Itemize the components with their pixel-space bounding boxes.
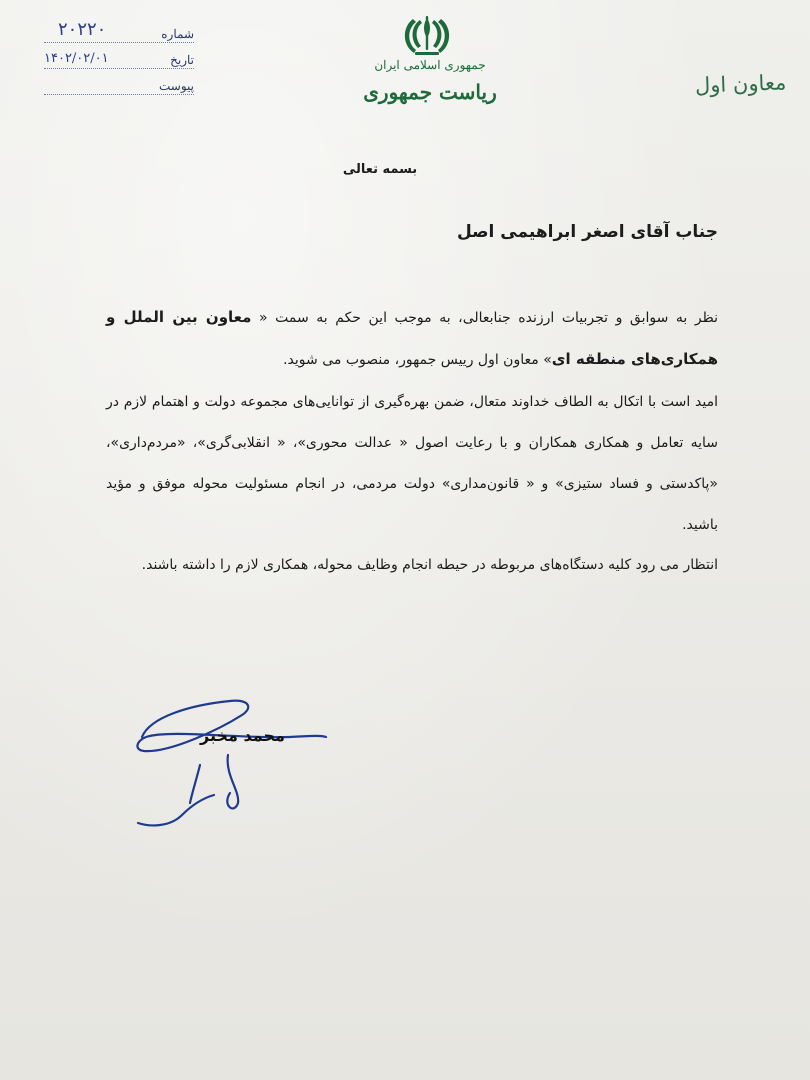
reference-number: ۲۰۲۲۰ (58, 19, 107, 40)
paragraph-expectations: امید است با اتکال به الطاف خداوند متعال، ضمن بهره‌گیری از توانایی‌های مجموعه دولت و اهتمام لازم در سایه تعامل و همکاری همکاران و با رعایت اصول « عدالت محوری»، « انقلابی‌گری»، «مردم‌داری»، «پاکدستی و فساد ستیزی» و « قانون‌مداری» دولت مردمی، در انجام مسئولیت محوله موفق و مؤید باشید. (106, 394, 718, 533)
salutation: بسمه تعالی (342, 162, 418, 177)
reference-attachment-label: پیوست (159, 79, 194, 93)
office-name: ریاست جمهوری (363, 80, 497, 104)
reference-number-row (44, 20, 194, 43)
reference-date-row (44, 46, 194, 69)
paragraph-cooperation: انتظار می رود کلیه دستگاه‌های مربوطه در حیطه انجام وظایف محوله، همکاری لازم را داشته باشند. (141, 557, 718, 573)
reference-date: ۱۴۰۲/۰۲/۰۱ (44, 51, 109, 66)
handwritten-signature (130, 695, 350, 835)
paragraph-appointment (106, 297, 718, 381)
reference-date-label: تاریخ (170, 53, 194, 67)
deputy-stamp: معاون اول (694, 70, 787, 98)
recipient-line: جناب آقای اصغر ابراهیمی اصل (456, 222, 718, 242)
country-name: جمهوری اسلامی ایران (374, 58, 486, 72)
reference-attachment-row (44, 72, 194, 95)
reference-block (44, 20, 194, 98)
appointment-title: معاون بین الملل و همکاری‌های منطقه ای (106, 308, 718, 368)
national-emblem-icon (398, 14, 456, 60)
reference-number-label: شماره (161, 27, 194, 41)
paragraph-appointment-end: » معاون اول رییس جمهور، منصوب می شوید. (283, 352, 552, 368)
signer-name: محمد مخبر (200, 726, 285, 745)
paragraph-appointment-start: نظر به سوابق و تجربیات ارزنده جنابعالی، به موجب این حکم به سمت « (251, 310, 718, 326)
